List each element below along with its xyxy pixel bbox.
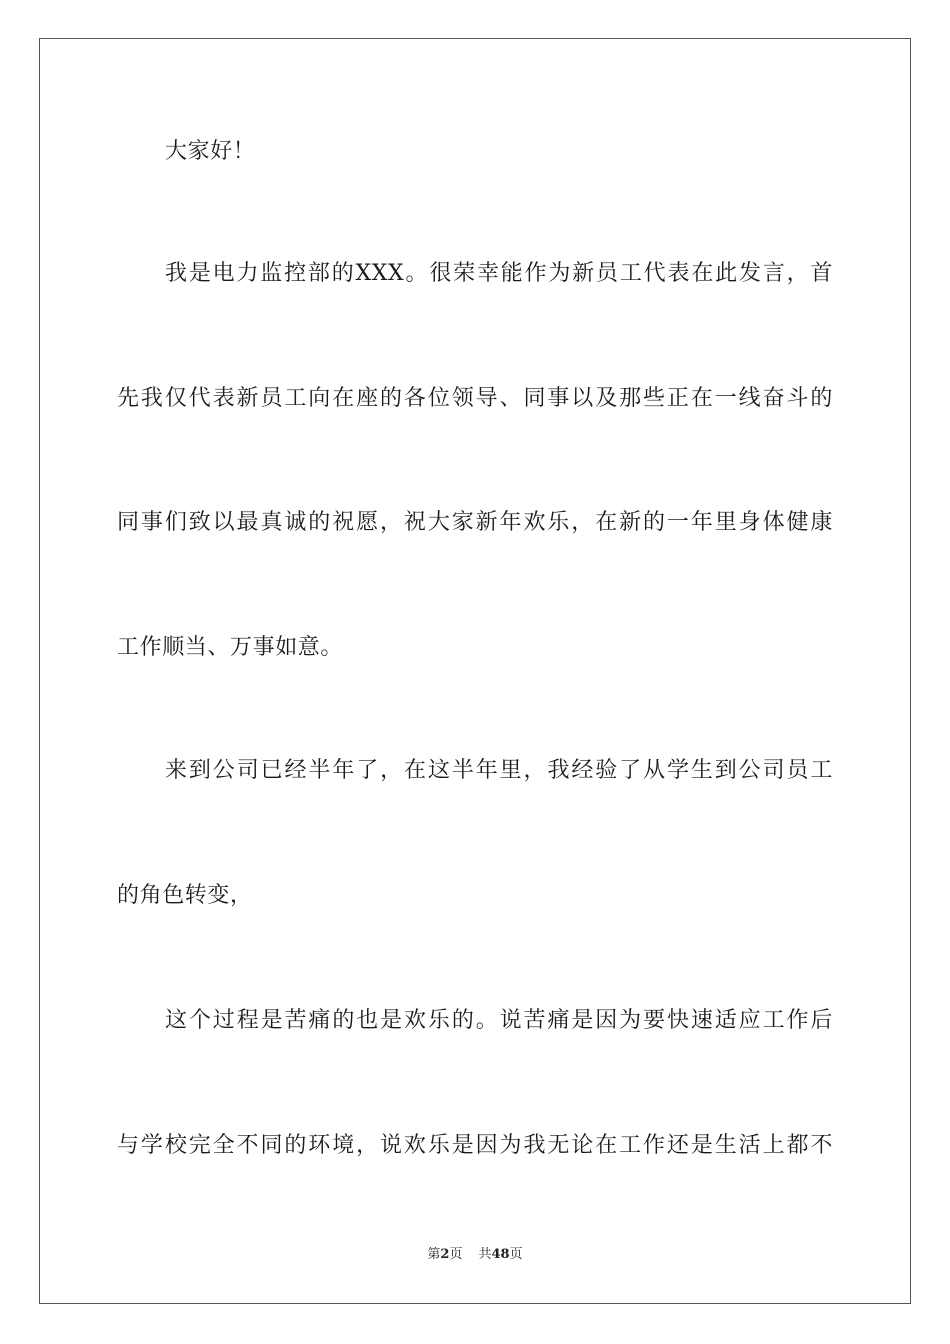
text-line: 同事们致以最真诚的祝愿，祝大家新年欢乐，在新的一年里身体健康 (117, 510, 833, 535)
text-line: 与学校完全不同的环境，说欢乐是因为我无论在工作还是生活上都不 (117, 1133, 833, 1158)
text-line: 这个过程是苦痛的也是欢乐的。说苦痛是因为要快速适应工作后 (165, 1008, 833, 1033)
page-footer (0, 1246, 950, 1264)
page-prefix: 第 (427, 1247, 441, 1262)
text-line: 工作顺当、万事如意。 (117, 635, 344, 660)
page-number: 2 (440, 1247, 450, 1262)
page-suffix: 页 (449, 1247, 463, 1262)
text-line: 我是电力监控部的XXX。很荣幸能作为新员工代表在此发言，首 (165, 261, 833, 286)
total-prefix: 共 (478, 1247, 492, 1262)
text-line: 的角色转变， (117, 883, 253, 908)
text-line: 先我仅代表新员工向在座的各位领导、同事以及那些正在一线奋斗的 (117, 386, 833, 411)
total-suffix: 页 (509, 1247, 523, 1262)
text-line: 大家好！ (165, 139, 256, 164)
text-line: 来到公司已经半年了，在这半年里，我经验了从学生到公司员工 (165, 758, 833, 783)
total-pages: 48 (491, 1247, 510, 1262)
page-border (39, 38, 911, 1304)
